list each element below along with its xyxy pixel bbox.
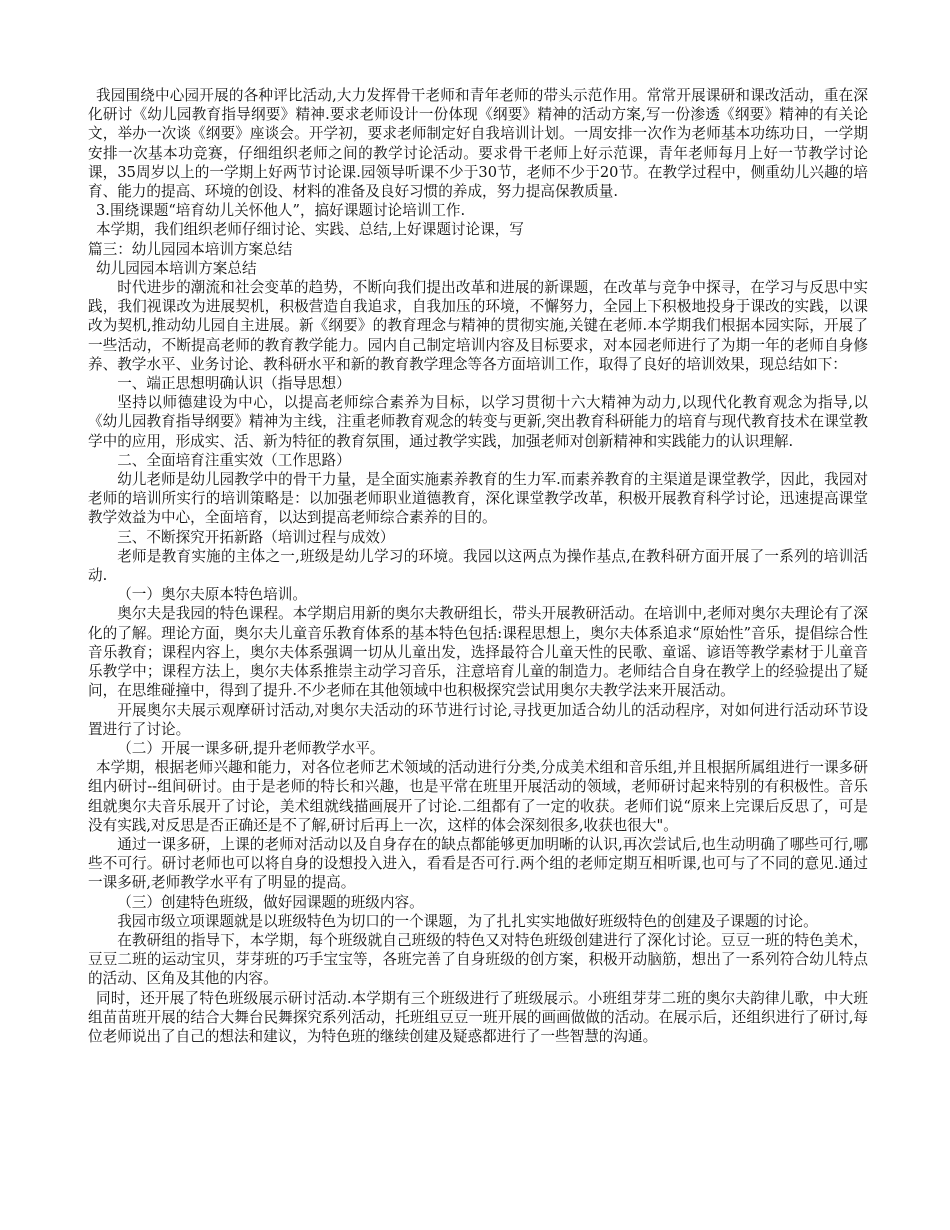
subheading: （一）奥尔夫原本特色培训。 xyxy=(117,586,307,604)
document-body xyxy=(88,86,868,1046)
paragraph: 幼儿老师是幼儿园教学中的骨干力量，是全面实施素养教育的生力军.而素养教育的主渠道是课堂教学，因此，我园对老师的培训所实行的培训策略是：以加强老师职业道德教育，深化课堂教学改革，积极开展教育科学讨论，迅速提高课堂教学效益为中心，全面培育，以达到提高老师综合素养的目的。 xyxy=(88,471,868,527)
section-heading: 篇三：幼儿园园本培训方案总结 xyxy=(88,240,293,258)
subheading: （二）开展一课多研,提升老师教学水平。 xyxy=(117,739,385,757)
paragraph: 本学期，我们组织老师仔细讨论、实践、总结,上好课题讨论课，写 xyxy=(96,221,524,239)
paragraph: 在教研组的指导下，本学期，每个班级就自己班级的特色又对特色班级创建进行了深化讨论。豆豆一班的特色美术，豆豆二班的运动宝贝，芽芽班的巧手宝宝等，各班完善了自身班级的创方案，积极开动脑筋，想出了一系列符合幼儿特点的活动、区角及其他的内容。 xyxy=(88,931,868,988)
paragraph: 老师是教育实施的主体之一,班级是幼儿学习的环境。我园以这两点为操作基点,在教科研方面开展了一系列的培训活动. xyxy=(88,547,868,585)
document-title: 幼儿园园本培训方案总结 xyxy=(96,259,257,277)
paragraph: 3.围绕课题“培育幼儿关怀他人”，搞好课题讨论培训工作. xyxy=(96,202,466,220)
subheading: 一、端正思想明确认识（指导思想） xyxy=(117,375,351,393)
subheading: （三）创建特色班级，做好园课题的班级内容。 xyxy=(117,893,424,911)
subheading: 二、全面培育注重实效（工作思路） xyxy=(117,451,351,469)
paragraph: 奥尔夫是我园的特色课程。本学期启用新的奥尔夫教研组长，带头开展教研活动。在培训中,老师对奥尔夫理论有了深化的了解。理论方面，奥尔夫儿童音乐教育体系的基本特色包括:课程思想上，奥尔夫体系追求“原始性”音乐，提倡综合性音乐教育；课程内容上，奥尔夫体系强调一切从儿童出发，选择最符合儿童天性的民歌、童谣、谚语等教学素材于儿童音乐教学中；课程方法上，奥尔夫体系推崇主动学习音乐，注意培育儿童的制造力。老师结合自身在教学上的经验提出了疑问，在思维碰撞中，得到了提升.不少老师在其他领域中也积极探究尝试用奥尔夫教学法来开展活动。 xyxy=(88,605,868,700)
paragraph: 本学期，根据老师兴趣和能力，对各位老师艺术领域的活动进行分类,分成美术组和音乐组,并且根据所属组进行一课多研组内研讨--组间研讨。由于是老师的特长和兴趣，也是平常在班里开展活动的领域，老师研讨起来特别的有积极性。音乐组就奥尔夫音乐展开了讨论，美术组就线描画展开了讨论.二组都有了一定的收获。老师们说“原来上完课后反思了，可是没有实践,对反思是否正确还是不了解,研讨后再上一次，这样的体会深刻很多,收获也很大"。 xyxy=(88,759,868,834)
paragraph: 我园市级立项课题就是以班级特色为切口的一个课题，为了扎扎实实地做好班级特色的创建及子课题的讨论。 xyxy=(117,912,818,930)
paragraph: 通过一课多研，上课的老师对活动以及自身存在的缺点都能够更加明晰的认识,再次尝试后,也生动明确了哪些可行,哪些不可行。研讨老师也可以将自身的设想投入进入，看看是否可行.两个组的老师定期互相听课,也可与了不同的意见.通过一课多研,老师教学水平有了明显的提高。 xyxy=(88,835,868,892)
paragraph: 坚持以师德建设为中心，以提高老师综合素养为目标，以学习贯彻十六大精神为动力,以现代化教育观念为指导,以《幼儿园教育指导纲要》精神为主线，注重老师教育观念的转变与更新,突出教育科研能力的培育与现代教育技术在课堂教学中的应用，形成实、活、新为特征的教育氛围，通过教学实践，加强老师对创新精神和实践能力的认识理解. xyxy=(88,394,868,450)
paragraph: 同时，还开展了特色班级展示研讨活动.本学期有三个班级进行了班级展示。小班组芽芽二班的奥尔夫韵律儿歌，中大班组苗苗班开展的结合大舞台民舞探究系列活动，托班组豆豆一班开展的画画做做的活动。在展示后，还组织进行了研讨,每位老师说出了自己的想法和建议，为特色班的继续创建及疑惑都进行了一些智慧的沟通。 xyxy=(88,989,868,1045)
subheading: 三、不断探究开拓新路（培训过程与成效） xyxy=(117,528,395,546)
paragraph: 时代进步的潮流和社会变革的趋势，不断向我们提出改革和进展的新课题，在改革与竞争中探寻，在学习与反思中实践，我们视课改为进展契机，积极营造自我追求，自我加压的环境，不懈努力，全园上下积极地投身于课改的实践，以课改为契机,推动幼儿园自主进展。新《纲要》的教育理念与精神的贯彻实施,关键在老师.本学期我们根据本园实际，开展了一些活动，不断提高老师的教育教学能力。园内自己制定培训内容及目标要求，对本园老师进行了为期一年的老师自身修养、教学水平、业务讨论、教科研水平和新的教育教学理念等各方面培训工作，取得了良好的培训效果，现总结如下： xyxy=(88,279,868,373)
paragraph: 我园围绕中心园开展的各种评比活动,大力发挥骨干老师和青年老师的带头示范作用。常常开展课研和课改活动，重在深化研讨《幼儿园教育指导纲要》精神.要求老师设计一份体现《纲要》精神的活动方案,写一份渗透《纲要》精神的有关论文，举办一次谈《纲要》座谈会。开学初，要求老师制定好自我培训计划。一周安排一次作为老师基本功练功日，一学期安排一次基本功竞赛，仔细组织老师之间的教学讨论活动。要求骨干老师上好示范课，青年老师每月上好一节教学讨论课，35周岁以上的一学期上好两节讨论课.园领导听课不少于30节，老师不少于20节。在教学过程中，侧重幼儿兴趣的培育、能力的提高、环境的创设、材料的准备及良好习惯的养成，努力提高保教质量. xyxy=(88,87,868,201)
paragraph: 开展奥尔夫展示观摩研讨活动,对奥尔夫活动的环节进行讨论,寻找更加适合幼儿的活动程序，对如何进行活动环节设置进行了讨论。 xyxy=(88,701,868,738)
